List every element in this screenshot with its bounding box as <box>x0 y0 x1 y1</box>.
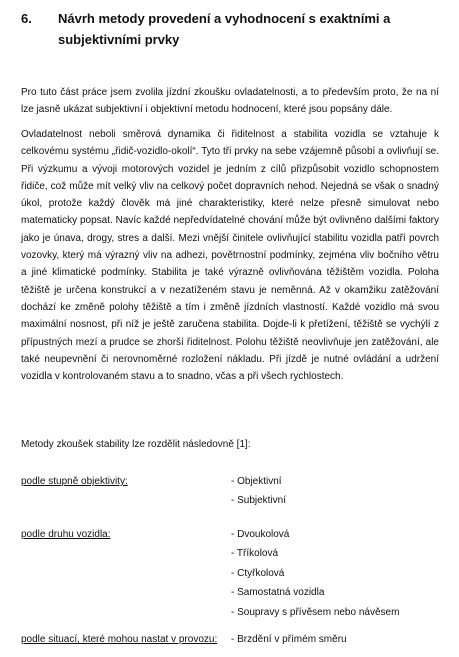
list-item: - Samostatná vozidla <box>231 587 325 599</box>
category-items-objectivity <box>231 472 286 511</box>
category-items-vehicle-type <box>231 525 399 622</box>
list-item: - Soupravy s přívěsem nebo návěsem <box>231 606 400 618</box>
methods-intro: Metody zkoušek stability lze rozdělit následovně [1]: <box>21 439 251 450</box>
list-item: - Objektivní <box>231 476 282 487</box>
list-item: - Tříkolová <box>231 548 279 560</box>
body-paragraph: Ovladatelnost neboli směrová dynamika či řiditelnost a stabilita vozidla se vztahuje k celkovému systému „řidič-vozidlo-okolí“. Tyto tři prvky na sebe vzájemně působí a ovlivňují se. Při výzkumu a vývoji motorových vozidel je jedním z cílů přizpůsobit vozidlo schopnostem řidiče, což může mít velký vliv na celkový počet dopravních nehod. Nejedná se však o snadný úkol, protože každý člověk má jiné charakteristiky, které nelze přesně simulovat nebo matematicky popsat. Navíc každé nepředvídatelné chování může být ovlivněno dalšími faktory jako je únava, drogy, stres a další. Mezi vnější činitele ovlivňující stabilitu vozidla patří povrch vozovky, který má výrazný vliv na adhezi, povětrnostní podmínky, zejména vliv bočního větru a jiné klimatické podmínky. Stabilita je také výrazně ovlivňována těžištěm vozidla. Poloha těžiště je určena konstrukcí a v nezatíženém stavu je neměnná. Až v okamžiku zatěžování dochází ke změně polohy těžiště a tím i změně jízdních vlastností. Každé vozidlo má svou maximální nosnost, při níž je ještě zaručena stabilita. Dojde-li k přetížení, těžiště se vychýlí z přípustných mezí a prudce se zhorší řiditelnost. Polohu těžiště neovlivňuje jen zatěžování, ale také neupevnění či nerovnoměrné rozložení nákladu. Při jízdě je nutné ovládání a udržení vozidla v kontrolovaném stavu a to snadno, včas a při všech rychlostech. <box>21 129 439 383</box>
list-item: - Dvoukolová <box>231 529 290 540</box>
intro-paragraph: Pro tuto část práce jsem zvolila jízdní zkoušku ovladatelnosti, a to především proto, že na ní lze jasně ukázat subjektivní i objektivní metodu hodnocení, které jsou popsány dále. <box>21 87 439 116</box>
category-label-vehicle-type: podle druhu vozidla: <box>21 529 111 540</box>
section-number: 6. <box>21 11 32 26</box>
list-item: - Subjektivní <box>231 495 287 507</box>
list-item: - Brzdění v přímém směru <box>231 634 347 645</box>
category-label-traffic-situations: podle situací, které mohou nastat v provozu: <box>21 634 218 645</box>
section-title: Návrh metody provedení a vyhodnocení s exaktními a subjektivními prvky <box>58 11 391 47</box>
list-item: - Ctyřkolová <box>231 567 285 579</box>
category-label-objectivity: podle stupně objektivity: <box>21 476 128 487</box>
category-items-traffic-situations <box>231 630 347 649</box>
